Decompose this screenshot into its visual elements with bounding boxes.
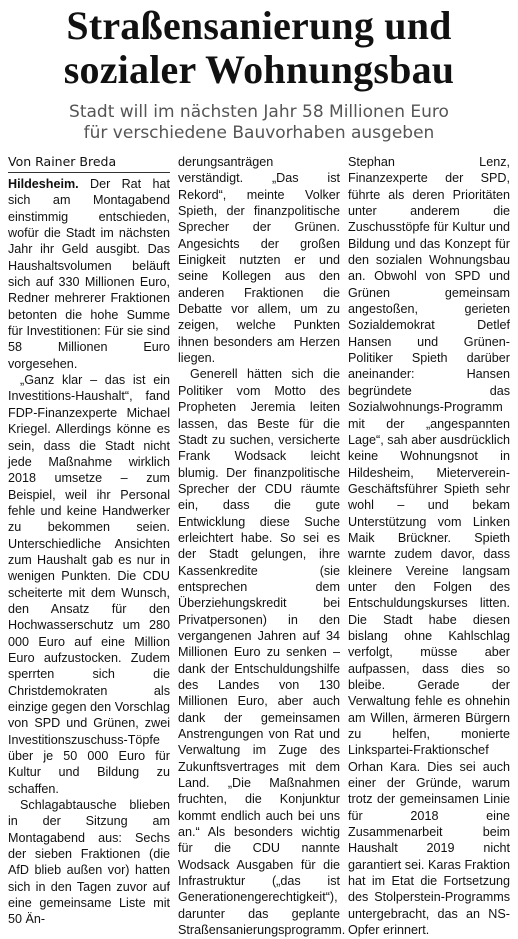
subheadline-line-2: für verschiedene Bauvorhaben ausgeben: [83, 123, 435, 143]
headline-line-1: Straßensanierung und: [66, 3, 452, 48]
paragraph: Schlagabtausche blieben in der Sitzung am Montagabend aus: Sechs der sieben Fraktionen (die AfD blieb außen vor) hatten sich in den Tagen zuvor auf eine gemeinsame Liste mit 50 Än-: [8, 798, 170, 927]
paragraph-text: Der Rat hat sich am Montagabend einstimmig entschieden, wofür die Stadt im nächsten Jahr ihr Geld ausgibt. Das Haushaltsvolumen beläuft sich auf 330 Millionen Euro, Redner mehrerer Fraktionen betonten die hohe Summe für Investitionen: Für sie sind 58 Millionen Euro vorgesehen.: [8, 177, 170, 371]
column-3: [348, 154, 510, 938]
byline: Von Rainer Breda: [8, 154, 170, 173]
column-1: [8, 154, 170, 927]
column-2: [178, 154, 346, 938]
headline-line-2: sozialer Wohnungsbau: [63, 47, 455, 92]
article-body: [8, 154, 510, 938]
paragraph: „Ganz klar – das ist ein Investitions-Haushalt“, fand FDP-Finanzexperte Michael Kriegel. Allerdings könne es sein, dass die Stadt nicht jede Maßnahme wirklich 2018 umsetze – zum Beispiel, weil ihr Personal fehle und keine Handwerker zu bekommen seien. Unterschiedliche Ansichten zum Haushalt gab es nur in wenigen Punkten. Die CDU scheiterte mit dem Wunsch, den Ansatz für den Hochwasserschutz um 280 000 Euro auf eine Million Euro aufzustocken. Zudem sperrten sich die Christdemokraten als einzige gegen den Vorschlag von SPD und Grünen, zwei Investitionszuschuss-Töpfe über je 50 000 Euro für Kultur und Bildung zu schaffen.: [8, 373, 170, 796]
paragraph: Stephan Lenz, Finanzexperte der SPD, führte als deren Prioritäten unter anderem die Zuschusstöpfe für Kultur und Bildung und das Konzept für den sozialen Wohnungsbau an. Obwohl von SPD und Grünen gemeinsam angestoßen, gerieten Sozialdemokrat Detlef Hansen und Grünen-Politiker Spieth darüber aneinander: Hansen begründete das Sozialwohnungs-Programm mit der „angespannten Lage“, sah aber ausdrücklich keine Wohnungsnot in Hildesheim, Mieterverein-Geschäftsführer Spieth sehr wohl – und bekam Unterstützung vom Linken Maik Brückner. Spieth warnte zudem davor, dass kleinere Vereine langsam unter den Folgen des Entschuldungskurses litten. Die Stadt habe diesen bislang ohne Kahlschlag verfolgt, müsse aber aufpassen, dass dies so bleibe. Gerade der Verwaltung fehle es ohnehin am Willen, ärmeren Bürgern zu helfen, monierte Linkspartei-Fraktionschef Orhan Kara. Dies sei auch einer der Gründe, warum trotz der gemeinsamen Linie für 2018 eine Zusammenarbeit beim Haushalt 2019 nicht garantiert sei. Karas Fraktion hat im Etat die Fortsetzung des Stolperstein-Programms untergebracht, das an NS-Opfer erinnert.: [348, 155, 510, 938]
subheadline-line-1: Stadt will im nächsten Jahr 58 Millionen Euro: [69, 102, 449, 122]
paragraph: derungsanträgen verständigt. „Das ist Rekord“, meinte Volker Spieth, der finanzpolitische Sprecher der Grünen. Angesichts der großen Einigkeit nutzten er und seine Kollegen aus den anderen Fraktionen die Debatte vor allem, um zu zeigen, welche Punkten ihnen besonders am Herzen liegen.: [178, 155, 340, 366]
paragraph: [8, 176, 170, 372]
paragraph: Generell hätten sich die Politiker vom Motto des Propheten Jeremia leiten lassen, das Beste für die Stadt zu suchen, versicherte Frank Wodsack leicht blumig. Der finanzpolitische Sprecher der CDU räumte ein, dass die gute Entwicklung diese Suche erleichtert habe. So sei es der Stadt gelungen, ihre Kassenkredite (sie entsprechen dem Überziehungskredit bei Privatpersonen) in den vergangenen Jahren auf 34 Millionen Euro zu senken – dank der Entschuldungshilfe des Landes von 130 Millionen Euro, aber auch dank der gemeinsamen Anstrengungen von Rat und Verwaltung im Zuge des Zukunftsvertrages mit dem Land. „Die Maßnahmen fruchten, die Konjunktur kommt endlich auch bei uns an.“ Als besonders wichtig für die CDU nannte Wodsack Ausgaben für die Infrastruktur („das ist Generationengerechtigkeit“), darunter das geplante Straßensanierungsprogramm.: [178, 367, 346, 938]
newspaper-article: [0, 3, 518, 938]
headline: [8, 4, 510, 92]
subheadline: [8, 102, 510, 144]
dateline: Hildesheim.: [8, 177, 79, 191]
